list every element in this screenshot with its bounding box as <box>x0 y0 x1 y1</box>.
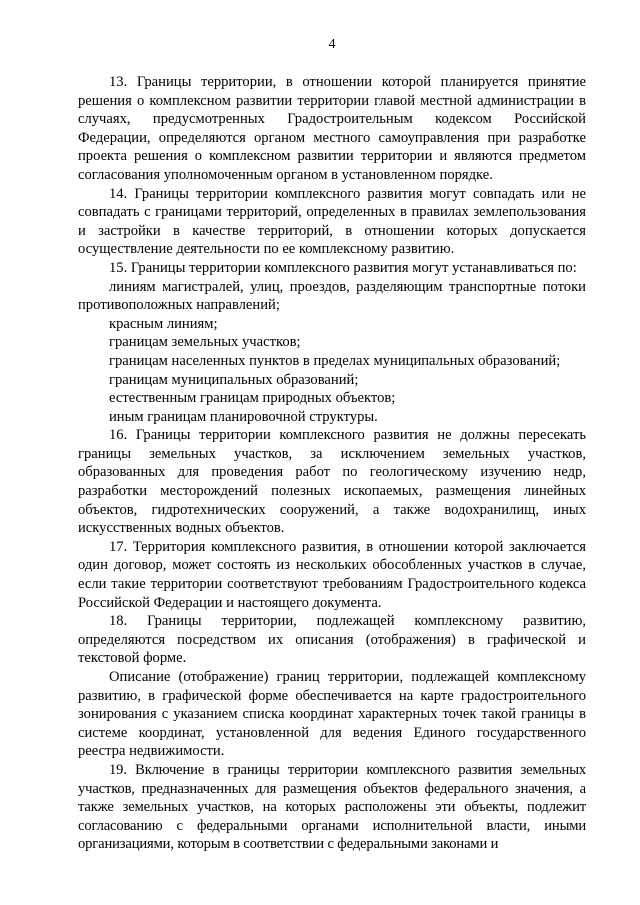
list-item-land-plots: границам земельных участков; <box>109 334 301 351</box>
list-item-planning-structure: иным границам планировочной структуры. <box>109 408 378 425</box>
paragraph-15: 15. Границы территории комплексного развития могут устанавливаться по: <box>109 259 577 276</box>
list-item-magistrals: линиям магистралей, улиц, проездов, разделяющим транспортные потоки противоположных направлений; <box>78 278 586 314</box>
paragraph-16: 16. Границы территории комплексного развития не должны пересекать границы земельных участков, за исключением земельных участков, образованных для проведения работ по геологическому изучению недр, разработки месторождений полезных ископаемых, размещения линейных объектов, гидротехнических сооружений, а также водохранилищ, иных искусственных водных объектов. <box>78 427 586 537</box>
paragraph-19: 19. Включение в границы территории комплексного развития земельных участков, предназначенных для размещения объектов федерального значения, а также земельных участков, на которых расположены эти объекты, подлежит согласованию с федеральными органами исполнительной власти, иными организациями, которым в соответствии с федеральными законами и <box>78 761 586 853</box>
paragraph-14: 14. Границы территории комплексного развития могут совпадать или не совпадать с границами территорий, определенных в правилах землепользования и застройки в качестве территорий, в отношении которых допускается осуществление деятельности по ее комплексному развитию. <box>78 185 586 258</box>
paragraph-13: 13. Границы территории, в отношении которой планируется принятие решения о комплексном развитии территории главой местной администрации в случаях, предусмотренных Градостроительным кодексом Российской Федерации, определяются органом местного самоуправления при разработке проекта решения о комплексном развитии территории и являются предметом согласования уполномоченным органом в установленном порядке. <box>78 74 586 183</box>
list-item-red-lines: красным линиям; <box>109 315 218 332</box>
paragraph-17: 17. Территория комплексного развития, в отношении которой заключается один договор, может состоять из нескольких обособленных участков в случае, если такие территории соответствуют требованиям Градостроительного кодекса Российской Федерации и настоящего документа. <box>78 538 586 611</box>
list-item-settlements: границам населенных пунктов в пределах муниципальных образований; <box>109 352 561 369</box>
paragraph-18: 18. Границы территории, подлежащей комплексному развитию, определяются посредством их описания (отображения) в графической и текстовой форме. <box>78 613 586 667</box>
document-body <box>78 73 586 854</box>
list-item-municipalities: границам муниципальных образований; <box>109 371 359 388</box>
paragraph-18-description: Описание (отображение) границ территории, подлежащей комплексному развитию, в графической форме обеспечивается на карте градостроительного зонирования с указанием списка координат характерных точек такой границы в системе координат, установленной для ведения Единого государственного реестра недвижимости. <box>78 669 586 760</box>
list-item-natural-objects: естественным границам природных объектов; <box>109 390 396 407</box>
page-number: 4 <box>328 37 336 52</box>
